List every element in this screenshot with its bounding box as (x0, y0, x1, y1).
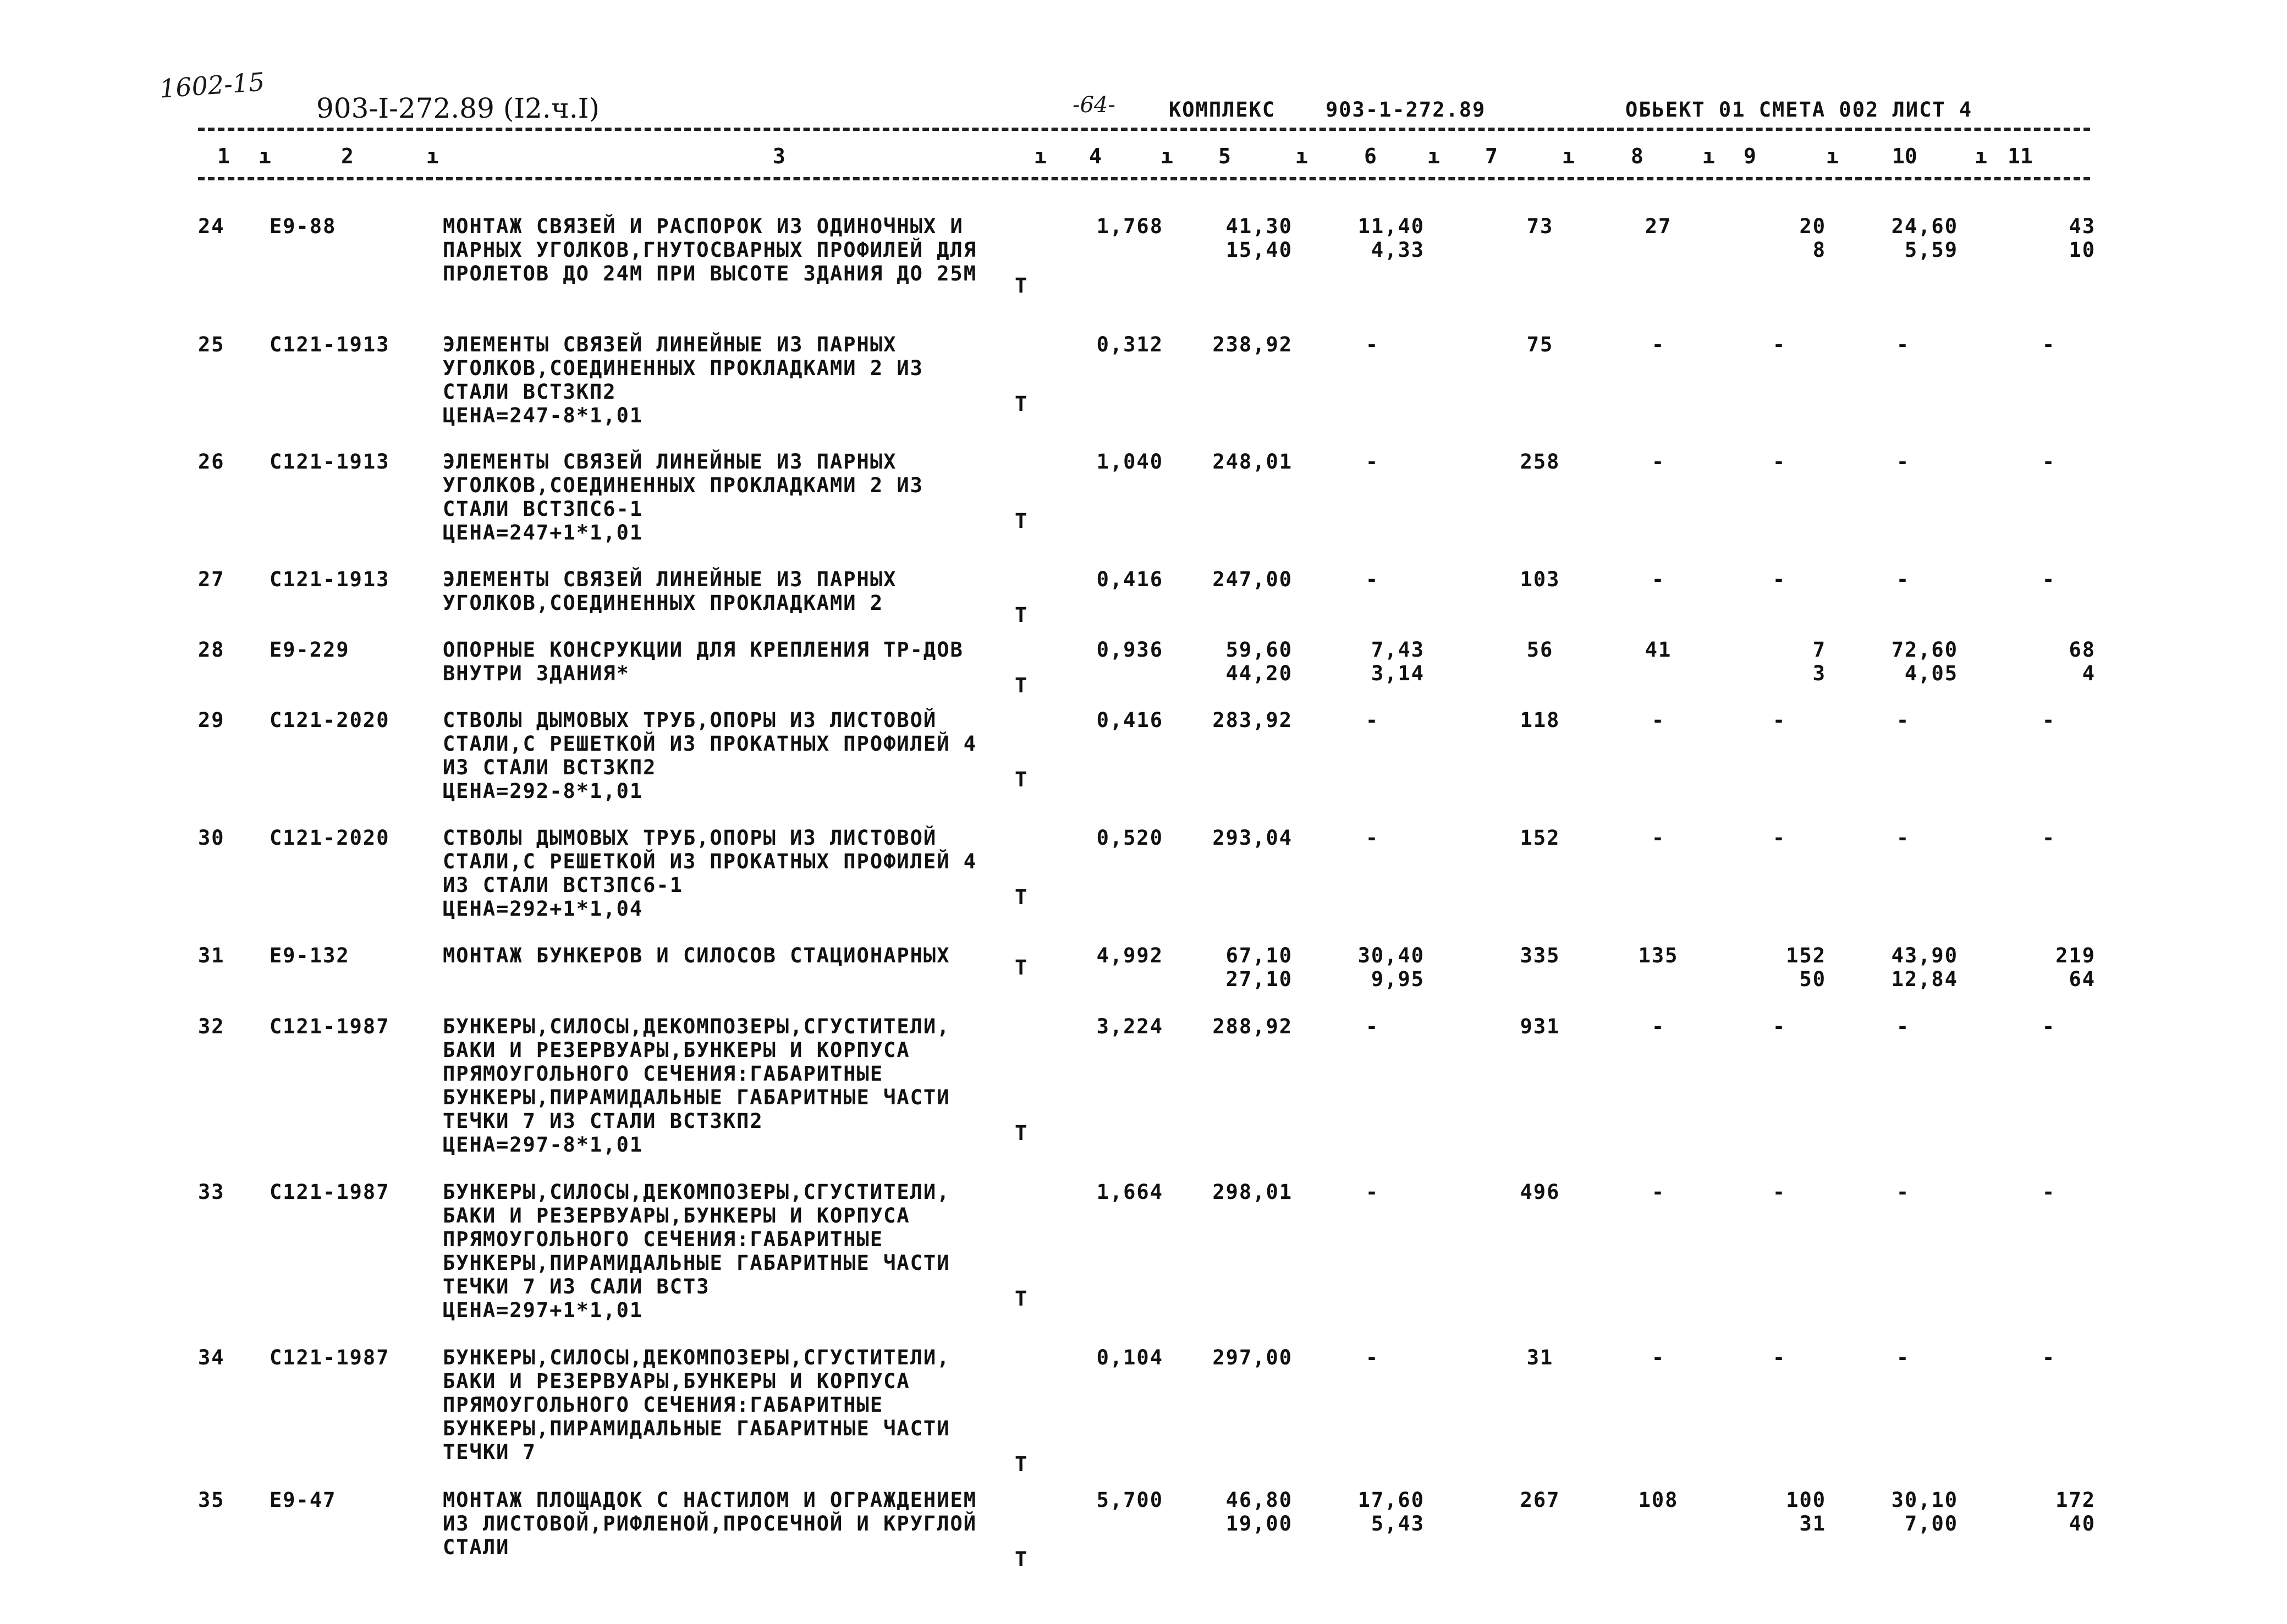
col-8-value: 41 (1645, 638, 1672, 662)
row-description-line: ИЗ ЛИСТОВОЙ,РИФЛЕНОЙ,ПРОСЕЧНОЙ И КРУГЛОЙ (443, 1512, 977, 1535)
row-code: Е9-88 (270, 214, 337, 238)
col-8-value: - (1651, 826, 1665, 850)
row-unit: Т (1015, 885, 1029, 909)
column-header-8: 8 (1631, 144, 1643, 168)
column-header-1: 1 (217, 144, 230, 168)
column-header-7: 7 (1485, 144, 1498, 168)
row-description-line: ЦЕНА=292-8*1,01 (443, 779, 644, 803)
row-description-line: ОПОРНЫЕ КОНСРУКЦИИ ДЛЯ КРЕПЛЕНИЯ ТР-ДОВ (443, 638, 964, 662)
row-number: 25 (198, 333, 225, 356)
col-7-value: 258 (1520, 450, 1560, 474)
col-11-value: 172 (2055, 1488, 2096, 1512)
header-bottom-rule (198, 177, 2090, 180)
col-11-value: - (2042, 1346, 2056, 1369)
document-code: 903-I-272.89 (I2.ч.I) (316, 92, 600, 124)
col-8-value: 108 (1638, 1488, 1679, 1512)
col-7-value: 152 (1520, 826, 1560, 850)
row-description-line: ИЗ СТАЛИ ВСТ3ПС6-1 (443, 873, 683, 897)
col-6-value: - (1365, 1346, 1379, 1369)
row-unit: Т (1015, 673, 1029, 697)
column-header-10: 10 (1892, 144, 1917, 168)
col-9-value: 50 (1799, 967, 1826, 991)
row-description-line: ТЕЧКИ 7 ИЗ СТАЛИ ВСТ3КП2 (443, 1109, 763, 1133)
col-9-value: - (1772, 568, 1786, 591)
column-separator: ı (426, 144, 439, 168)
row-description-line: БУНКЕРЫ,СИЛОСЫ,ДЕКОМПОЗЕРЫ,СГУСТИТЕЛИ, (443, 1180, 950, 1204)
col-11-value: - (2042, 333, 2056, 356)
complex-code: 903-1-272.89 (1326, 98, 1486, 122)
col-11-value: 4 (2082, 662, 2096, 685)
col-5-value: 238,92 (1212, 333, 1293, 356)
col-6-value: - (1365, 708, 1379, 732)
col-6-value: 17,60 (1357, 1488, 1425, 1512)
column-header-9: 9 (1744, 144, 1756, 168)
col-4-value: 5,700 (1096, 1488, 1163, 1512)
col-8-value: 135 (1638, 944, 1679, 967)
col-7-value: 118 (1520, 708, 1560, 732)
row-description-line: ПРЯМОУГОЛЬНОГО СЕЧЕНИЯ:ГАБАРИТНЫЕ (443, 1062, 884, 1086)
col-6-value: - (1365, 1180, 1379, 1204)
row-description-line: БАКИ И РЕЗЕРВУАРЫ,БУНКЕРЫ И КОРПУСА (443, 1038, 910, 1062)
col-11-value: - (2042, 1180, 2056, 1204)
col-11-value: 10 (2069, 238, 2096, 262)
row-code: С121-1913 (270, 333, 390, 356)
col-5-value: 283,92 (1212, 708, 1293, 732)
col-9-value: 3 (1812, 662, 1826, 685)
col-10-value: - (1896, 450, 1910, 474)
row-description-line: ЦЕНА=292+1*1,04 (443, 897, 644, 921)
col-7-value: 56 (1526, 638, 1554, 662)
col-10-value: - (1896, 826, 1910, 850)
row-code: Е9-47 (270, 1488, 337, 1512)
col-10-value: - (1896, 1180, 1910, 1204)
row-description-line: ВНУТРИ ЗДАНИЯ* (443, 662, 630, 685)
col-4-value: 0,416 (1096, 708, 1163, 732)
col-7-value: 75 (1526, 333, 1554, 356)
row-description-line: МОНТАЖ БУНКЕРОВ И СИЛОСОВ СТАЦИОНАРНЫХ (443, 944, 950, 967)
row-number: 31 (198, 944, 225, 967)
col-9-value: 31 (1799, 1512, 1826, 1535)
page-number: -64- (1073, 92, 1115, 118)
column-header-4: 4 (1089, 144, 1102, 168)
col-9-value: 100 (1786, 1488, 1826, 1512)
col-4-value: 4,992 (1096, 944, 1163, 967)
row-description-line: ЦЕНА=297+1*1,01 (443, 1298, 644, 1322)
row-description-line: ПАРНЫХ УГОЛКОВ,ГНУТОСВАРНЫХ ПРОФИЛЕЙ ДЛЯ (443, 238, 977, 262)
col-10-value: 24,60 (1891, 214, 1958, 238)
row-code: С121-2020 (270, 708, 390, 732)
col-9-value: - (1772, 708, 1786, 732)
row-code: С121-1913 (270, 450, 390, 474)
row-number: 35 (198, 1488, 225, 1512)
col-8-value: - (1651, 568, 1665, 591)
row-description-line: МОНТАЖ СВЯЗЕЙ И РАСПОРОК ИЗ ОДИНОЧНЫХ И (443, 214, 964, 238)
col-6-value: 11,40 (1357, 214, 1425, 238)
row-number: 24 (198, 214, 225, 238)
row-number: 30 (198, 826, 225, 850)
col-9-value: - (1772, 826, 1786, 850)
col-5-value: 247,00 (1212, 568, 1293, 591)
row-description-line: СТВОЛЫ ДЫМОВЫХ ТРУБ,ОПОРЫ ИЗ ЛИСТОВОЙ (443, 708, 937, 732)
header-top-rule (198, 128, 2090, 131)
row-unit: Т (1015, 955, 1029, 979)
complex-label: КОМПЛЕКС (1169, 98, 1276, 122)
col-10-value: - (1896, 1346, 1910, 1369)
row-unit: Т (1015, 392, 1029, 416)
row-description-line: ПРОЛЕТОВ ДО 24М ПРИ ВЫСОТЕ ЗДАНИЯ ДО 25М (443, 262, 977, 285)
col-9-value: - (1772, 450, 1786, 474)
col-9-value: - (1772, 1015, 1786, 1038)
row-description-line: БУНКЕРЫ,СИЛОСЫ,ДЕКОМПОЗЕРЫ,СГУСТИТЕЛИ, (443, 1015, 950, 1038)
row-code: С121-1987 (270, 1015, 390, 1038)
row-code: Е9-229 (270, 638, 350, 662)
column-separator: ı (1826, 144, 1839, 168)
col-8-value: 27 (1645, 214, 1672, 238)
col-6-value: 9,95 (1371, 967, 1425, 991)
row-number: 29 (198, 708, 225, 732)
col-5-value: 248,01 (1212, 450, 1293, 474)
col-11-value: 68 (2069, 638, 2096, 662)
col-5-value: 19,00 (1225, 1512, 1293, 1535)
col-9-value: - (1772, 333, 1786, 356)
row-unit: Т (1015, 509, 1029, 533)
col-6-value: - (1365, 568, 1379, 591)
row-description-line: СТАЛИ,С РЕШЕТКОЙ ИЗ ПРОКАТНЫХ ПРОФИЛЕЙ 4 (443, 850, 977, 873)
col-9-value: 8 (1812, 238, 1826, 262)
row-number: 26 (198, 450, 225, 474)
row-description-line: СТАЛИ ВСТ3ПС6-1 (443, 497, 644, 521)
col-8-value: - (1651, 1180, 1665, 1204)
row-description-line: ТЕЧКИ 7 (443, 1440, 536, 1464)
row-description-line: УГОЛКОВ,СОЕДИНЕННЫХ ПРОКЛАДКАМИ 2 ИЗ (443, 474, 923, 497)
row-description-line: БУНКЕРЫ,ПИРАМИДАЛЬНЫЕ ГАБАРИТНЫЕ ЧАСТИ (443, 1417, 950, 1440)
col-10-value: 12,84 (1891, 967, 1958, 991)
col-5-value: 59,60 (1225, 638, 1293, 662)
column-separator: ı (1975, 144, 1987, 168)
col-4-value: 0,416 (1096, 568, 1163, 591)
col-4-value: 1,040 (1096, 450, 1163, 474)
col-10-value: - (1896, 708, 1910, 732)
col-7-value: 931 (1520, 1015, 1560, 1038)
col-5-value: 41,30 (1225, 214, 1293, 238)
col-4-value: 0,104 (1096, 1346, 1163, 1369)
object-info: ОБЬЕКТ 01 СМЕТА 002 ЛИСТ 4 (1625, 98, 1973, 122)
col-11-value: - (2042, 450, 2056, 474)
col-5-value: 27,10 (1225, 967, 1293, 991)
handwritten-sheet-number: 1602-15 (158, 67, 266, 104)
column-separator: ı (259, 144, 271, 168)
row-description-line: ЭЛЕМЕНТЫ СВЯЗЕЙ ЛИНЕЙНЫЕ ИЗ ПАРНЫХ (443, 568, 897, 591)
row-unit: Т (1015, 273, 1029, 298)
column-header-3: 3 (773, 144, 785, 168)
col-5-value: 298,01 (1212, 1180, 1293, 1204)
row-code: С121-1913 (270, 568, 390, 591)
col-10-value: - (1896, 1015, 1910, 1038)
col-11-value: - (2042, 1015, 2056, 1038)
col-10-value: 30,10 (1891, 1488, 1958, 1512)
col-8-value: - (1651, 1015, 1665, 1038)
col-8-value: - (1651, 450, 1665, 474)
row-description-line: УГОЛКОВ,СОЕДИНЕННЫХ ПРОКЛАДКАМИ 2 (443, 591, 884, 615)
row-description-line: СТАЛИ ВСТ3КП2 (443, 380, 617, 404)
col-7-value: 73 (1526, 214, 1554, 238)
column-header-6: 6 (1364, 144, 1377, 168)
col-4-value: 0,520 (1096, 826, 1163, 850)
col-4-value: 3,224 (1096, 1015, 1163, 1038)
col-7-value: 335 (1520, 944, 1560, 967)
row-description-line: ПРЯМОУГОЛЬНОГО СЕЧЕНИЯ:ГАБАРИТНЫЕ (443, 1393, 884, 1417)
col-6-value: 7,43 (1371, 638, 1425, 662)
col-6-value: - (1365, 1015, 1379, 1038)
col-6-value: 3,14 (1371, 662, 1425, 685)
col-9-value: 20 (1799, 214, 1826, 238)
col-5-value: 297,00 (1212, 1346, 1293, 1369)
row-number: 33 (198, 1180, 225, 1204)
col-5-value: 67,10 (1225, 944, 1293, 967)
column-separator: ı (1161, 144, 1173, 168)
col-11-value: - (2042, 708, 2056, 732)
row-unit: Т (1015, 603, 1029, 627)
col-4-value: 1,664 (1096, 1180, 1163, 1204)
column-separator: ı (1562, 144, 1575, 168)
col-7-value: 496 (1520, 1180, 1560, 1204)
col-11-value: 219 (2055, 944, 2096, 967)
row-number: 34 (198, 1346, 225, 1369)
row-description-line: ЦЕНА=247+1*1,01 (443, 521, 644, 544)
col-6-value: - (1365, 826, 1379, 850)
column-header-2: 2 (341, 144, 354, 168)
col-7-value: 31 (1526, 1346, 1554, 1369)
row-description-line: БАКИ И РЕЗЕРВУАРЫ,БУНКЕРЫ И КОРПУСА (443, 1204, 910, 1227)
col-9-value: - (1772, 1180, 1786, 1204)
column-separator: ı (1702, 144, 1715, 168)
row-code: Е9-132 (270, 944, 350, 967)
col-6-value: 30,40 (1357, 944, 1425, 967)
col-5-value: 15,40 (1225, 238, 1293, 262)
row-code: С121-2020 (270, 826, 390, 850)
row-description-line: ЭЛЕМЕНТЫ СВЯЗЕЙ ЛИНЕЙНЫЕ ИЗ ПАРНЫХ (443, 450, 897, 474)
row-number: 32 (198, 1015, 225, 1038)
col-8-value: - (1651, 708, 1665, 732)
col-10-value: - (1896, 333, 1910, 356)
col-7-value: 267 (1520, 1488, 1560, 1512)
col-4-value: 0,312 (1096, 333, 1163, 356)
col-11-value: 43 (2069, 214, 2096, 238)
row-unit: Т (1015, 767, 1029, 791)
col-6-value: - (1365, 450, 1379, 474)
col-5-value: 46,80 (1225, 1488, 1293, 1512)
col-11-value: - (2042, 568, 2056, 591)
column-header-11: 11 (2008, 144, 2033, 168)
col-5-value: 288,92 (1212, 1015, 1293, 1038)
col-9-value: - (1772, 1346, 1786, 1369)
col-8-value: - (1651, 333, 1665, 356)
col-11-value: 40 (2069, 1512, 2096, 1535)
col-4-value: 0,936 (1096, 638, 1163, 662)
col-6-value: 5,43 (1371, 1512, 1425, 1535)
row-description-line: СТАЛИ,С РЕШЕТКОЙ ИЗ ПРОКАТНЫХ ПРОФИЛЕЙ 4 (443, 732, 977, 756)
col-11-value: - (2042, 826, 2056, 850)
col-11-value: 64 (2069, 967, 2096, 991)
row-unit: Т (1015, 1121, 1029, 1145)
row-description-line: ПРЯМОУГОЛЬНОГО СЕЧЕНИЯ:ГАБАРИТНЫЕ (443, 1227, 884, 1251)
col-6-value: 4,33 (1371, 238, 1425, 262)
row-description-line: УГОЛКОВ,СОЕДИНЕННЫХ ПРОКЛАДКАМИ 2 ИЗ (443, 356, 923, 380)
col-10-value: 5,59 (1904, 238, 1958, 262)
col-5-value: 293,04 (1212, 826, 1293, 850)
col-10-value: 43,90 (1891, 944, 1958, 967)
column-separator: ı (1427, 144, 1440, 168)
row-description-line: ЦЕНА=247-8*1,01 (443, 404, 644, 427)
row-description-line: БАКИ И РЕЗЕРВУАРЫ,БУНКЕРЫ И КОРПУСА (443, 1369, 910, 1393)
column-header-5: 5 (1218, 144, 1231, 168)
row-description-line: БУНКЕРЫ,СИЛОСЫ,ДЕКОМПОЗЕРЫ,СГУСТИТЕЛИ, (443, 1346, 950, 1369)
col-9-value: 7 (1812, 638, 1826, 662)
col-10-value: - (1896, 568, 1910, 591)
col-10-value: 7,00 (1904, 1512, 1958, 1535)
row-description-line: ТЕЧКИ 7 ИЗ САЛИ ВСТ3 (443, 1275, 710, 1298)
col-7-value: 103 (1520, 568, 1560, 591)
row-description-line: БУНКЕРЫ,ПИРАМИДАЛЬНЫЕ ГАБАРИТНЫЕ ЧАСТИ (443, 1086, 950, 1109)
col-10-value: 4,05 (1904, 662, 1958, 685)
row-description-line: СТВОЛЫ ДЫМОВЫХ ТРУБ,ОПОРЫ ИЗ ЛИСТОВОЙ (443, 826, 937, 850)
row-code: С121-1987 (270, 1346, 390, 1369)
col-10-value: 72,60 (1891, 638, 1958, 662)
col-8-value: - (1651, 1346, 1665, 1369)
row-unit: Т (1015, 1286, 1029, 1311)
col-4-value: 1,768 (1096, 214, 1163, 238)
row-description-line: СТАЛИ (443, 1535, 510, 1559)
row-number: 27 (198, 568, 225, 591)
row-unit: Т (1015, 1547, 1029, 1571)
row-description-line: ИЗ СТАЛИ ВСТ3КП2 (443, 756, 657, 779)
row-unit: Т (1015, 1452, 1029, 1476)
col-9-value: 152 (1786, 944, 1826, 967)
row-description-line: ЭЛЕМЕНТЫ СВЯЗЕЙ ЛИНЕЙНЫЕ ИЗ ПАРНЫХ (443, 333, 897, 356)
col-6-value: - (1365, 333, 1379, 356)
column-separator: ı (1034, 144, 1047, 168)
row-code: С121-1987 (270, 1180, 390, 1204)
row-description-line: БУНКЕРЫ,ПИРАМИДАЛЬНЫЕ ГАБАРИТНЫЕ ЧАСТИ (443, 1251, 950, 1275)
column-separator: ı (1295, 144, 1308, 168)
row-description-line: МОНТАЖ ПЛОЩАДОК С НАСТИЛОМ И ОГРАЖДЕНИЕМ (443, 1488, 977, 1512)
row-description-line: ЦЕНА=297-8*1,01 (443, 1133, 644, 1157)
row-number: 28 (198, 638, 225, 662)
col-5-value: 44,20 (1225, 662, 1293, 685)
